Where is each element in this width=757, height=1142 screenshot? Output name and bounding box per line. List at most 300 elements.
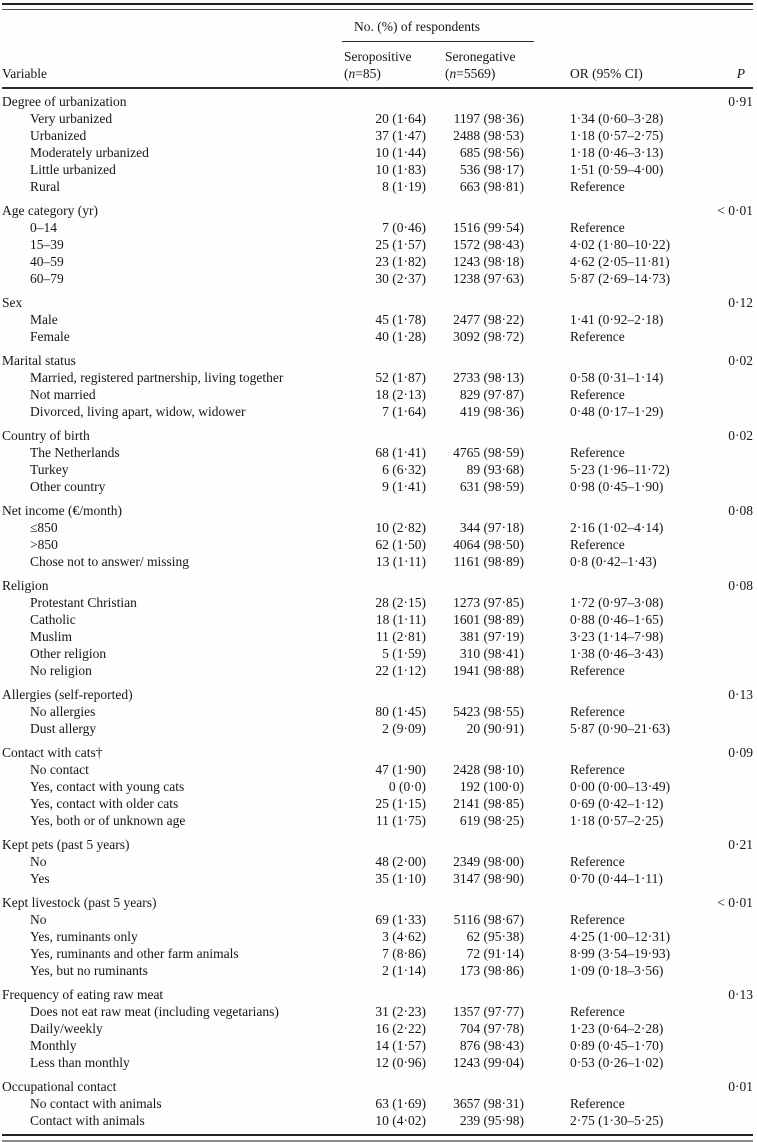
seropositive-cell: 62 (1·50): [375, 537, 426, 552]
table-row: [2, 795, 753, 812]
seronegative-cell: [426, 427, 524, 444]
or-cell: 2·16 (1·02–4·14): [570, 520, 664, 535]
or-cell: 0·8 (0·42–1·43): [570, 554, 657, 569]
table-row: [2, 1020, 753, 1037]
or-cell: 1·41 (0·92–2·18): [570, 312, 664, 327]
row-label: Dust allergy: [30, 721, 97, 736]
or-cell: [524, 686, 700, 703]
p-cell: [700, 253, 753, 270]
p-cell: [700, 386, 753, 403]
row-label: No religion: [30, 663, 92, 678]
p-cell: [700, 853, 753, 870]
table-row: [2, 427, 753, 444]
seronegative-cell: 4064 (98·50): [453, 537, 524, 552]
seronegative-cell: 1572 (98·43): [453, 237, 524, 252]
top-double-rule: [2, 3, 753, 10]
seropositive-cell: 2 (1·14): [382, 963, 426, 978]
seropositive-cell: [342, 352, 426, 369]
p-cell: [700, 720, 753, 737]
seropositive-cell: [342, 577, 426, 594]
or-cell: Reference: [570, 854, 625, 869]
seronegative-cell: [426, 502, 524, 519]
seronegative-cell: [426, 202, 524, 219]
seropositive-cell: 20 (1·64): [375, 111, 426, 126]
group-label: Contact with cats†: [2, 745, 103, 760]
table-row: [2, 662, 753, 679]
seropositive-cell: 31 (2·23): [375, 1004, 426, 1019]
table-row: [2, 519, 753, 536]
table-row: [2, 1003, 753, 1020]
table-row: [2, 461, 753, 478]
table-row: [2, 911, 753, 928]
seropositive-cell: 10 (4·02): [375, 1113, 426, 1128]
seropositive-cell: [342, 202, 426, 219]
row-label: Male: [30, 312, 58, 327]
p-cell: [700, 311, 753, 328]
seropositive-cell: [342, 427, 426, 444]
table-header: [2, 18, 753, 82]
row-label: 15–39: [30, 237, 64, 252]
group-label: Occupational contact: [2, 1079, 117, 1094]
p-cell: [700, 911, 753, 928]
table-row: [2, 219, 753, 236]
table-row: [2, 553, 753, 570]
seronegative-cell: [426, 986, 524, 1003]
table-row: [2, 812, 753, 829]
seronegative-cell: 2349 (98·00): [453, 854, 524, 869]
seropositive-cell: 23 (1·82): [375, 254, 426, 269]
variable-group: [2, 744, 753, 829]
seropositive-cell: 52 (1·87): [375, 370, 426, 385]
or-cell: Reference: [570, 387, 625, 402]
seronegative-cell: 1243 (98·18): [453, 254, 524, 269]
row-label: Yes, contact with older cats: [30, 796, 179, 811]
or-cell: 1·18 (0·46–3·13): [570, 145, 664, 160]
seronegative-line1: Seronegative: [445, 49, 516, 64]
or-cell: 2·75 (1·30–5·25): [570, 1113, 664, 1128]
p-cell: [700, 328, 753, 345]
table-row: [2, 253, 753, 270]
table-row: [2, 270, 753, 287]
seronegative-cell: 344 (97·18): [459, 520, 524, 535]
seropositive-cell: 47 (1·90): [375, 762, 426, 777]
table-row: [2, 761, 753, 778]
seronegative-cell: 1273 (97·85): [453, 595, 524, 610]
seropositive-cell: 7 (1·64): [382, 404, 426, 419]
p-cell: [700, 1112, 753, 1129]
seronegative-cell: 192 (100·0): [459, 779, 524, 794]
seropositive-n: (n=85): [344, 65, 381, 81]
row-label: Catholic: [30, 612, 76, 627]
or-cell: [524, 93, 700, 110]
table-body: [2, 93, 753, 1129]
row-label: Other country: [30, 479, 106, 494]
or-cell: Reference: [570, 912, 625, 927]
seropositive-cell: 63 (1·69): [375, 1096, 426, 1111]
row-label: Little urbanized: [30, 162, 116, 177]
seronegative-cell: 663 (98·81): [459, 179, 524, 194]
seronegative-cell: 1357 (97·77): [453, 1004, 524, 1019]
seropositive-cell: 48 (2·00): [375, 854, 426, 869]
row-label: ≤850: [30, 520, 58, 535]
seronegative-cell: 3092 (98·72): [453, 329, 524, 344]
p-cell: [700, 1054, 753, 1071]
group-p-value: < 0·01: [717, 203, 753, 218]
table-row: [2, 594, 753, 611]
seropositive-cell: 37 (1·47): [375, 128, 426, 143]
seropositive-cell: 68 (1·41): [375, 445, 426, 460]
p-cell: [700, 812, 753, 829]
row-label: Yes, both or of unknown age: [30, 813, 186, 828]
table-row: [2, 202, 753, 219]
or-cell: [524, 577, 700, 594]
variable-group: [2, 502, 753, 570]
seronegative-cell: 619 (98·25): [459, 813, 524, 828]
p-cell: [700, 611, 753, 628]
variable-group: [2, 294, 753, 345]
group-p-value: 0·09: [728, 745, 753, 760]
or-cell: [524, 427, 700, 444]
seronegative-cell: 4765 (98·59): [453, 445, 524, 460]
variable-group: [2, 93, 753, 195]
or-cell: 1·18 (0·57–2·75): [570, 128, 664, 143]
or-cell: 0·69 (0·42–1·12): [570, 796, 664, 811]
p-cell: [700, 870, 753, 887]
seronegative-cell: 631 (98·59): [459, 479, 524, 494]
group-label: Allergies (self-reported): [2, 687, 133, 702]
seropositive-cell: [342, 502, 426, 519]
group-p-value: 0·02: [728, 428, 753, 443]
row-label: Other religion: [30, 646, 107, 661]
or-cell: 1·09 (0·18–3·56): [570, 963, 664, 978]
row-label: Yes, ruminants only: [30, 929, 138, 944]
group-p-value: 0·13: [728, 987, 753, 1002]
seronegative-cell: 2733 (98·13): [453, 370, 524, 385]
row-label: Female: [30, 329, 70, 344]
table-row: [2, 1095, 753, 1112]
group-label: Country of birth: [2, 428, 90, 443]
variable-group: [2, 894, 753, 979]
seronegative-cell: 89 (93·68): [466, 462, 524, 477]
table-row: [2, 478, 753, 495]
row-label: Urbanized: [30, 128, 87, 143]
table-row: [2, 894, 753, 911]
p-cell: [700, 1020, 753, 1037]
p-cell: [700, 1095, 753, 1112]
group-label: Age category (yr): [2, 203, 98, 218]
p-cell: [700, 795, 753, 812]
row-label: Turkey: [30, 462, 69, 477]
seropositive-cell: [342, 93, 426, 110]
or-cell: 5·87 (0·90–21·63): [570, 721, 671, 736]
group-p-value: 0·01: [728, 1079, 753, 1094]
row-label: Not married: [30, 387, 96, 402]
or-cell: 0·70 (0·44–1·11): [570, 871, 663, 886]
row-label: >850: [30, 537, 58, 552]
p-cell: [700, 962, 753, 979]
row-label: 60–79: [30, 271, 64, 286]
seronegative-cell: 20 (90·91): [466, 721, 524, 736]
or-cell: [524, 352, 700, 369]
seropositive-cell: 10 (2·82): [375, 520, 426, 535]
group-label: Frequency of eating raw meat: [2, 987, 164, 1002]
table-row: [2, 178, 753, 195]
group-p-value: 0·08: [728, 503, 753, 518]
seropositive-line1: Seropositive: [344, 49, 412, 64]
seropositive-cell: [342, 836, 426, 853]
seronegative-cell: 239 (95·98): [459, 1113, 524, 1128]
seronegative-cell: [426, 1078, 524, 1095]
seropositive-cell: [342, 986, 426, 1003]
table-row: [2, 311, 753, 328]
or-cell: [524, 502, 700, 519]
table-row: [2, 577, 753, 594]
seronegative-cell: 1238 (97·63): [453, 271, 524, 286]
seropositive-cell: 10 (1·44): [375, 145, 426, 160]
seronegative-cell: [426, 894, 524, 911]
p-cell: [700, 478, 753, 495]
seronegative-cell: 3147 (98·90): [453, 871, 524, 886]
or-cell: [524, 202, 700, 219]
seronegative-cell: 62 (95·38): [466, 929, 524, 944]
column-header-variable: Variable: [2, 65, 47, 81]
or-cell: 0·00 (0·00–13·49): [570, 779, 671, 794]
p-cell: [700, 219, 753, 236]
or-cell: 0·89 (0·45–1·70): [570, 1038, 664, 1053]
group-p-value: 0·08: [728, 578, 753, 593]
or-cell: Reference: [570, 329, 625, 344]
seropositive-cell: [342, 294, 426, 311]
seronegative-cell: 704 (97·78): [459, 1021, 524, 1036]
seropositive-cell: 35 (1·10): [375, 871, 426, 886]
row-label: No contact with animals: [30, 1096, 162, 1111]
or-cell: Reference: [570, 663, 625, 678]
seronegative-cell: 5423 (98·55): [453, 704, 524, 719]
p-cell: [700, 110, 753, 127]
seropositive-cell: 10 (1·83): [375, 162, 426, 177]
row-label: No: [30, 912, 47, 927]
spanner-label: No. (%) of respondents: [354, 19, 480, 34]
table-row: [2, 986, 753, 1003]
group-label: Kept livestock (past 5 years): [2, 895, 157, 910]
seronegative-cell: 419 (98·36): [459, 404, 524, 419]
column-header-seropositive: [342, 49, 426, 82]
seronegative-cell: 2477 (98·22): [453, 312, 524, 327]
or-cell: 0·48 (0·17–1·29): [570, 404, 664, 419]
p-cell: [700, 444, 753, 461]
seropositive-cell: 14 (1·57): [375, 1038, 426, 1053]
seropositive-cell: [342, 686, 426, 703]
seropositive-cell: 9 (1·41): [382, 479, 426, 494]
seropositive-cell: 12 (0·96): [375, 1055, 426, 1070]
or-cell: 4·25 (1·00–12·31): [570, 929, 671, 944]
seropositive-cell: 8 (1·19): [382, 179, 426, 194]
seronegative-cell: [426, 352, 524, 369]
variable-group: [2, 352, 753, 420]
group-p-value: 0·02: [728, 353, 753, 368]
or-cell: Reference: [570, 179, 625, 194]
column-header-or: OR (95% CI): [570, 65, 643, 81]
or-cell: 4·62 (2·05–11·81): [570, 254, 670, 269]
table-row: [2, 93, 753, 110]
table-row: [2, 403, 753, 420]
or-cell: 0·58 (0·31–1·14): [570, 370, 664, 385]
seronegative-cell: [426, 744, 524, 761]
table-row: [2, 645, 753, 662]
row-label: 40–59: [30, 254, 64, 269]
p-cell: [700, 1037, 753, 1054]
variable-group: [2, 836, 753, 887]
row-label: Yes: [30, 871, 50, 886]
table-row: [2, 502, 753, 519]
seropositive-cell: 16 (2·22): [375, 1021, 426, 1036]
seronegative-cell: 1243 (99·04): [453, 1055, 524, 1070]
spanner-header: [342, 18, 534, 42]
seronegative-cell: 3657 (98·31): [453, 1096, 524, 1111]
seronegative-cell: 381 (97·19): [459, 629, 524, 644]
row-label: Yes, contact with young cats: [30, 779, 185, 794]
table-row: [2, 962, 753, 979]
or-cell: 1·72 (0·97–3·08): [570, 595, 664, 610]
variable-group: [2, 1078, 753, 1129]
or-cell: 0·98 (0·45–1·90): [570, 479, 664, 494]
row-label: No allergies: [30, 704, 96, 719]
row-label: Moderately urbanized: [30, 145, 149, 160]
seropositive-cell: 25 (1·15): [375, 796, 426, 811]
table-row: [2, 928, 753, 945]
seropositive-cell: 45 (1·78): [375, 312, 426, 327]
seropositive-cell: 2 (9·09): [382, 721, 426, 736]
seropositive-cell: 6 (6·32): [382, 462, 426, 477]
seropositive-cell: 5 (1·59): [382, 646, 426, 661]
column-header-row: [2, 49, 753, 82]
row-label: Less than monthly: [30, 1055, 130, 1070]
bottom-double-rule: [2, 1134, 753, 1142]
or-cell: Reference: [570, 1004, 625, 1019]
table-row: [2, 720, 753, 737]
seropositive-cell: [342, 744, 426, 761]
seronegative-cell: 1601 (98·89): [453, 612, 524, 627]
table-row: [2, 386, 753, 403]
group-label: Sex: [2, 295, 23, 310]
table-row: [2, 778, 753, 795]
or-cell: 0·88 (0·46–1·65): [570, 612, 664, 627]
p-cell: [700, 945, 753, 962]
group-label: Kept pets (past 5 years): [2, 837, 130, 852]
table-row: [2, 144, 753, 161]
or-cell: 5·87 (2·69–14·73): [570, 271, 671, 286]
header-heavy-rule: [2, 87, 753, 89]
group-p-value: 0·13: [728, 687, 753, 702]
seronegative-cell: 72 (91·14): [466, 946, 524, 961]
row-label: Does not eat raw meat (including vegetarians): [30, 1004, 279, 1019]
p-cell: [700, 178, 753, 195]
row-label: Monthly: [30, 1038, 77, 1053]
seropositive-cell: 11 (2·81): [375, 629, 426, 644]
group-p-value: 0·21: [728, 837, 753, 852]
seropositive-cell: 80 (1·45): [375, 704, 426, 719]
row-label: Contact with animals: [30, 1113, 145, 1128]
table-row: [2, 161, 753, 178]
or-cell: Reference: [570, 220, 625, 235]
table-row: [2, 853, 753, 870]
seronegative-cell: 2141 (98·85): [453, 796, 524, 811]
p-cell: [700, 778, 753, 795]
seropositive-cell: 69 (1·33): [375, 912, 426, 927]
table-row: [2, 686, 753, 703]
table-row: [2, 1112, 753, 1129]
p-cell: [700, 761, 753, 778]
or-cell: Reference: [570, 445, 625, 460]
seronegative-cell: 2488 (98·53): [453, 128, 524, 143]
table-row: [2, 945, 753, 962]
table-row: [2, 369, 753, 386]
seropositive-cell: 0 (0·0): [388, 779, 426, 794]
or-cell: [524, 294, 700, 311]
column-header-seronegative: [426, 49, 524, 82]
seronegative-cell: [426, 686, 524, 703]
seronegative-cell: 876 (98·43): [459, 1038, 524, 1053]
spanner-rule: [342, 41, 534, 42]
seronegative-cell: 685 (98·56): [459, 145, 524, 160]
or-cell: 0·53 (0·26–1·02): [570, 1055, 664, 1070]
or-cell: 3·23 (1·14–7·98): [570, 629, 664, 644]
seropositive-cell: 18 (1·11): [375, 612, 426, 627]
seropositive-cell: 7 (8·86): [382, 946, 426, 961]
seronegative-cell: 1197 (98·36): [453, 111, 524, 126]
p-cell: [700, 628, 753, 645]
row-label: The Netherlands: [30, 445, 120, 460]
row-label: Protestant Christian: [30, 595, 137, 610]
row-label: Muslim: [30, 629, 73, 644]
group-label: Net income (€/month): [2, 503, 122, 518]
table-row: [2, 836, 753, 853]
table-row: [2, 110, 753, 127]
table-row: [2, 352, 753, 369]
or-cell: Reference: [570, 704, 625, 719]
row-label: Married, registered partnership, living together: [30, 370, 284, 385]
group-label: Degree of urbanization: [2, 94, 127, 109]
p-cell: [700, 928, 753, 945]
group-label: Religion: [2, 578, 49, 593]
group-p-value: < 0·01: [717, 895, 753, 910]
row-label: Divorced, living apart, widow, widower: [30, 404, 246, 419]
variable-group: [2, 427, 753, 495]
p-cell: [700, 645, 753, 662]
group-p-value: 0·12: [728, 295, 753, 310]
row-label: Chose not to answer/ missing: [30, 554, 189, 569]
row-label: Daily/weekly: [30, 1021, 103, 1036]
or-cell: [524, 1078, 700, 1095]
seropositive-cell: 13 (1·11): [375, 554, 426, 569]
table-row: [2, 703, 753, 720]
table-row: [2, 628, 753, 645]
table-row: [2, 1054, 753, 1071]
or-cell: 4·02 (1·80–10·22): [570, 237, 671, 252]
p-cell: [700, 703, 753, 720]
or-cell: 1·18 (0·57–2·25): [570, 813, 664, 828]
or-cell: [524, 836, 700, 853]
or-cell: 1·38 (0·46–3·43): [570, 646, 664, 661]
p-cell: [700, 236, 753, 253]
seropositive-cell: 40 (1·28): [375, 329, 426, 344]
seronegative-cell: 1516 (99·54): [453, 220, 524, 235]
row-label: 0–14: [30, 220, 57, 235]
p-cell: [700, 1003, 753, 1020]
variable-group: [2, 686, 753, 737]
seronegative-cell: [426, 93, 524, 110]
row-label: Rural: [30, 179, 60, 194]
